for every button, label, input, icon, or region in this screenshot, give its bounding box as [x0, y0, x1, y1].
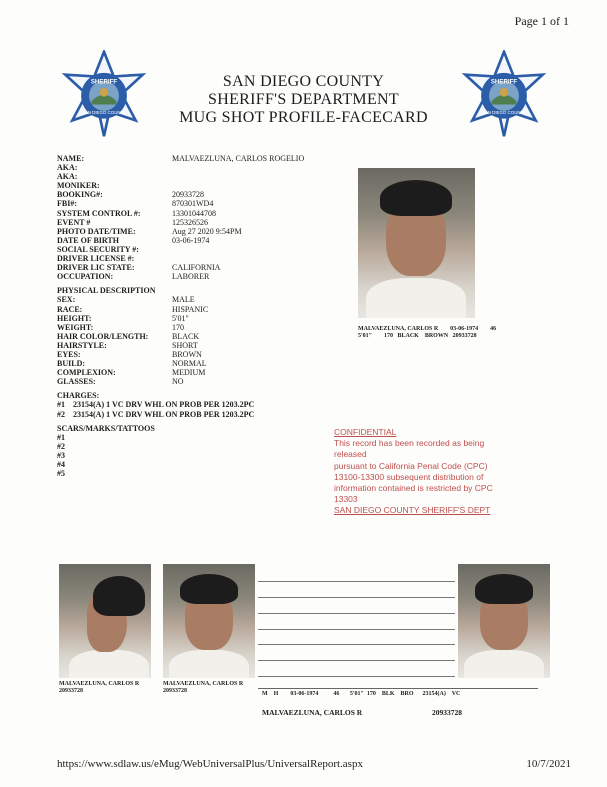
field-value: MALVAEZLUNA, CARLOS ROGELIO [172, 154, 305, 163]
field-row [57, 263, 254, 272]
field-row [57, 245, 254, 254]
physical-label: GLASSES: [57, 377, 96, 387]
physical-row [57, 332, 254, 341]
field-value: LABORER [172, 272, 210, 282]
main-caption-line-1: MALVAEZLUNA, CARLOS R 03-06-1974 46 [358, 326, 497, 332]
field-row [57, 227, 254, 236]
physical-label: WEIGHT: [57, 322, 94, 332]
field-row [57, 254, 254, 263]
page-number: Page 1 of 1 [514, 14, 569, 28]
physical-label: HAIRSTYLE: [57, 340, 107, 350]
field-label: PHOTO DATE/TIME: [57, 226, 136, 236]
front-photo-1 [163, 564, 255, 678]
physical-row [57, 377, 254, 386]
field-row [57, 172, 254, 181]
confidential-line-2: pursuant to California Penal Code (CPC) [334, 460, 488, 471]
physical-label: EYES: [57, 349, 81, 359]
field-label: SYSTEM CONTROL #: [57, 208, 141, 218]
physical-value: BLACK [172, 331, 200, 341]
physical-label: HEIGHT: [57, 313, 92, 323]
summary-rule [258, 688, 538, 689]
field-label: EVENT # [57, 217, 91, 227]
smt-5: #5 [57, 469, 65, 479]
physical-label: SEX: [57, 295, 76, 305]
footer-url: https://www.sdlaw.us/eMug/WebUniversalPlus/UniversalReport.aspx [57, 758, 363, 770]
smt-2: #2 [57, 441, 65, 451]
field-label: DRIVER LIC STATE: [57, 263, 135, 273]
summary-line: M H 03-06-1974 46 5'01" 170 BLK BRO 23154(A) VC [262, 691, 461, 697]
physical-label: RACE: [57, 304, 83, 314]
physical-description-title: PHYSICAL DESCRIPTION [57, 286, 156, 296]
field-row [57, 236, 254, 245]
field-row [57, 163, 254, 172]
charge-1: #1 23154(A) 1 VC DRV WHL ON PROB PER 1203.2PC [57, 400, 255, 410]
field-value: CALIFORNIA [172, 263, 221, 273]
main-mugshot-photo [358, 168, 475, 318]
confidential-line-1: This record has been recorded as being released [334, 438, 485, 460]
confidential-line-4: information contained is restricted by CPC 13303 [334, 483, 493, 505]
physical-value: HISPANIC [172, 304, 209, 314]
confidential-title: CONFIDENTIAL [334, 427, 397, 437]
field-label: AKA: [57, 163, 78, 173]
smt-4: #4 [57, 460, 65, 469]
physical-row [57, 314, 254, 323]
confidential-dept: SAN DIEGO COUNTY SHERIFF'S DEPT [334, 505, 491, 516]
front-photo-caption [163, 681, 243, 695]
field-label: FBI#: [57, 199, 77, 209]
field-label: MONIKER: [57, 181, 100, 191]
front-caption-booking: 20933728 [163, 688, 187, 694]
physical-value: SHORT [172, 340, 198, 350]
charge-2: #2 23154(A) 1 VC DRV WHL ON PROB PER 1203.2PC [57, 409, 255, 419]
front-photo-2 [458, 564, 550, 678]
field-row [57, 272, 254, 281]
field-label: OCCUPATION: [57, 272, 114, 282]
field-value: 03-06-1974 [172, 235, 210, 245]
field-row [57, 190, 254, 199]
physical-value: MEDIUM [172, 368, 206, 378]
bottom-booking: 20933728 [432, 708, 462, 717]
confidential-notice [334, 427, 514, 517]
field-row [57, 209, 254, 218]
record-fields [57, 154, 305, 479]
badge-bottom-text: SAN DIEGO COUNTY [81, 110, 127, 116]
header-line-1: SAN DIEGO COUNTY [222, 73, 385, 90]
physical-value: BROWN [172, 349, 202, 359]
field-label: DRIVER LICENSE #: [57, 254, 135, 264]
field-value: 125326526 [172, 217, 208, 227]
field-value: 13301044708 [172, 208, 216, 218]
physical-value: MALE [172, 295, 195, 305]
main-photo-caption [358, 326, 496, 340]
field-label: NAME: [57, 154, 85, 163]
badge-top-text: SHERIFF [90, 78, 118, 86]
charges-title: CHARGES: [57, 391, 100, 401]
physical-row [57, 341, 254, 350]
field-value: 20933728 [172, 190, 204, 200]
field-value: Aug 27 2020 9:54PM [172, 226, 242, 236]
field-row [57, 218, 254, 227]
profile-photo [59, 564, 151, 678]
field-row [57, 154, 305, 163]
identity-fields [57, 154, 305, 282]
scars-marks-tattoos-title: SCARS/MARKS/TATTOOS [57, 423, 155, 433]
smt-1: #1 [57, 432, 65, 442]
header-line-3: MUG SHOT PROFILE-FACECARD [179, 109, 428, 126]
profile-caption-name: MALVAEZLUNA, CARLOS R [59, 681, 140, 687]
badge-top-text: SHERIFF [490, 78, 518, 86]
blank-note-lines [258, 566, 455, 677]
physical-label: BUILD: [57, 359, 86, 369]
physical-row [57, 295, 254, 304]
physical-value: 170 [172, 322, 184, 332]
field-label: BOOKING#: [57, 190, 103, 200]
physical-row [57, 368, 254, 377]
page-header [150, 73, 457, 127]
physical-label: HAIR COLOR/LENGTH: [57, 331, 149, 341]
physical-value: 5'01" [172, 313, 189, 323]
field-row [57, 199, 254, 208]
field-row [57, 181, 254, 190]
confidential-line-3: 13100-13300 subsequent distribution of [334, 471, 484, 482]
sheriff-badge-right [460, 50, 548, 138]
field-label: DATE OF BIRTH [57, 235, 119, 245]
physical-value: NORMAL [172, 359, 207, 369]
physical-fields [57, 295, 254, 386]
header-line-2: SHERIFF'S DEPARTMENT [208, 91, 399, 108]
main-caption-line-2: 5'01" 170 BLACK BROWN 20933728 [358, 333, 477, 339]
front-caption-name: MALVAEZLUNA, CARLOS R [163, 681, 244, 687]
field-label: AKA: [57, 172, 78, 182]
field-value: 870301WD4 [172, 199, 214, 209]
badge-bottom-text: SAN DIEGO COUNTY [481, 110, 527, 116]
sheriff-badge-left [60, 50, 148, 138]
physical-row [57, 359, 254, 368]
field-label: SOCIAL SECURITY #: [57, 244, 139, 254]
smt-3: #3 [57, 450, 65, 460]
physical-label: COMPLEXION: [57, 368, 116, 378]
physical-row [57, 323, 254, 332]
physical-row [57, 305, 254, 314]
profile-photo-caption [59, 681, 139, 695]
profile-caption-booking: 20933728 [59, 688, 83, 694]
physical-row [57, 350, 254, 359]
physical-value: NO [172, 377, 184, 387]
bottom-name: MALVAEZLUNA, CARLOS R [262, 708, 363, 717]
footer-date: 10/7/2021 [526, 758, 571, 770]
